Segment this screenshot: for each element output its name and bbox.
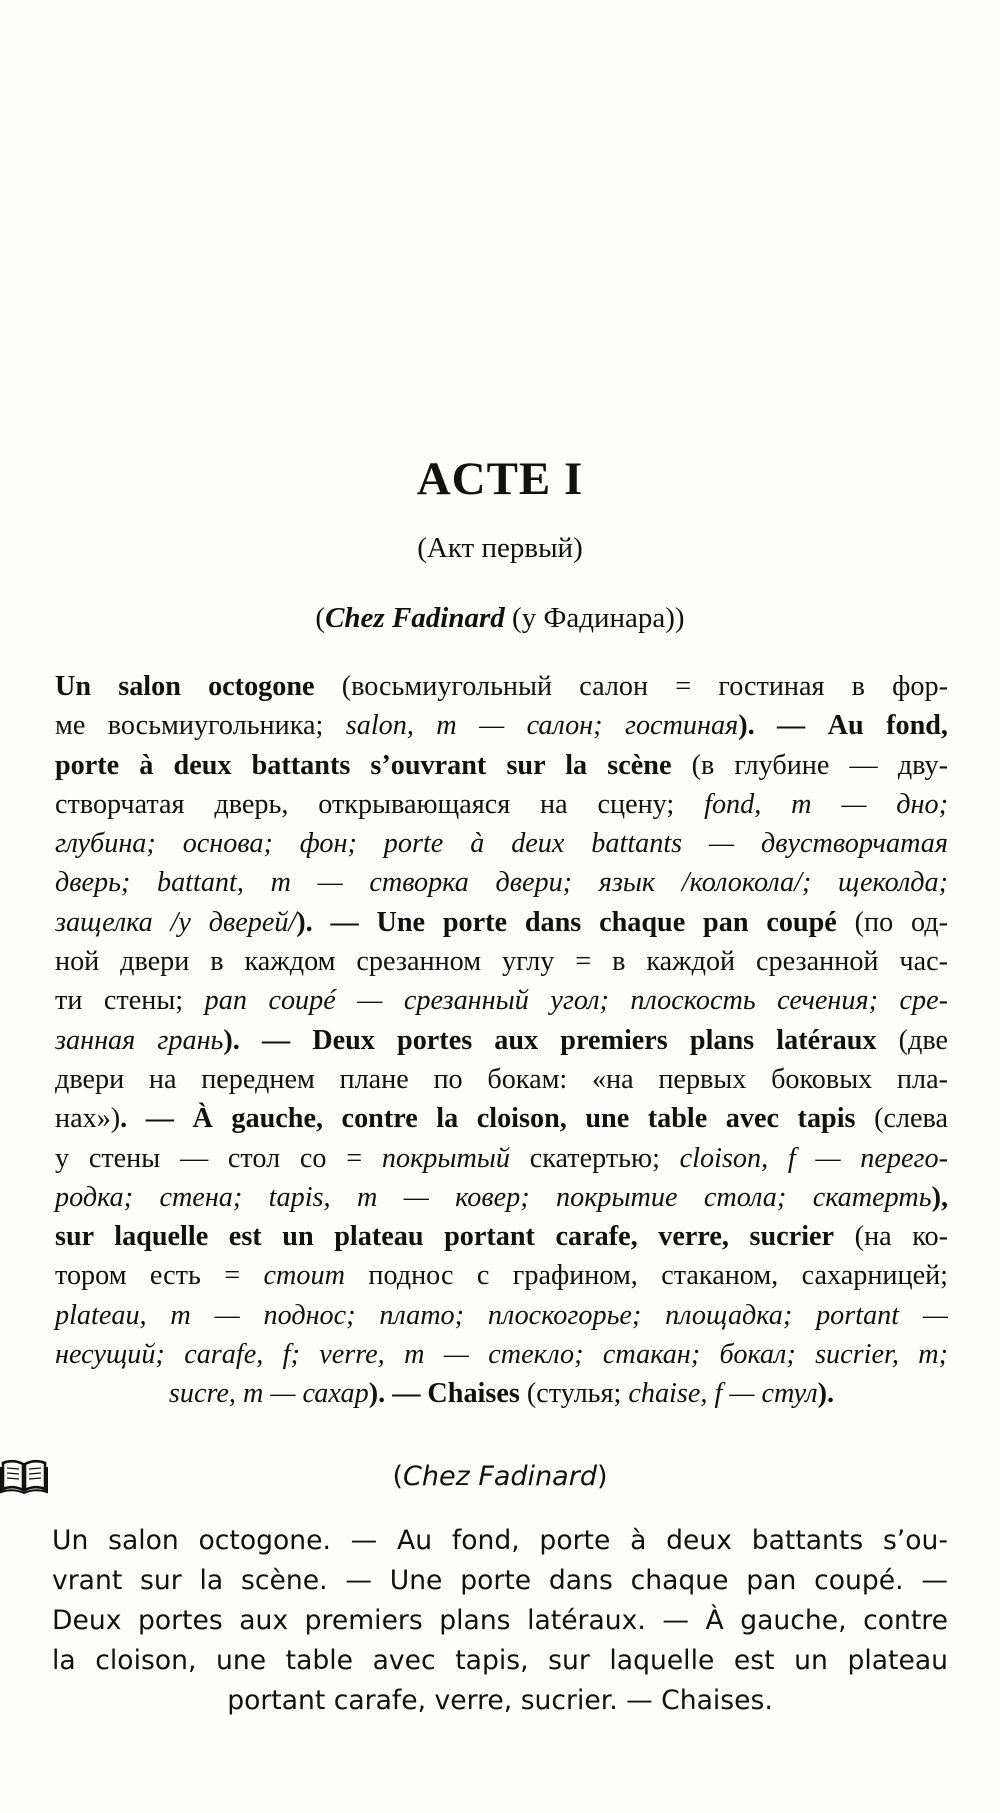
commentary-line: [55, 1099, 948, 1138]
scene-setting-french: Chez Fadinard: [325, 602, 505, 634]
act-title: ACTE I: [416, 453, 584, 505]
commentary-line: [55, 1217, 948, 1256]
translation-text: (стулья;: [519, 1378, 629, 1410]
commentary-line: [55, 1256, 948, 1295]
translation-text: у стены — стол со =: [55, 1142, 382, 1174]
scene-setting-open: (: [315, 602, 326, 634]
translation-text: створчатая дверь, открывающаяся на сцену;: [55, 788, 705, 820]
original-text-line: Deux portes aux premiers plans latéraux. — À gauche, contre: [52, 1605, 948, 1636]
vocabulary-gloss: fond, m — дно;: [704, 788, 948, 820]
translation-text: скатертью;: [510, 1142, 680, 1174]
commentary-line: [55, 1296, 948, 1335]
original-stage-direction: [52, 1521, 948, 1721]
original-setting-text: Chez Fadinard: [403, 1461, 597, 1492]
french-phrase: ). — Au fond,: [738, 710, 948, 742]
translation-text: ти стены;: [55, 985, 205, 1017]
vocabulary-gloss: покрытый: [381, 1142, 510, 1174]
original-text-line: portant carafe, verre, sucrier. — Chaises.: [227, 1685, 773, 1716]
french-phrase: ),: [931, 1181, 948, 1213]
commentary-line: [55, 1021, 948, 1060]
vocabulary-gloss: дверь; battant, m — створка двери; язык /колокола/; щеколда;: [55, 867, 948, 899]
scene-setting: [0, 602, 1000, 635]
translation-text: (две: [876, 1024, 948, 1056]
vocabulary-gloss: sucre, m — сахар: [168, 1378, 369, 1410]
vocabulary-gloss: chaise, f — стул: [628, 1378, 818, 1410]
french-phrase: Un salon octogone: [55, 671, 315, 702]
french-phrase: sur laquelle est un plateau portant carafe, verre, sucrier: [55, 1221, 835, 1253]
commentary-line: [55, 1335, 948, 1374]
original-setting-close: ): [596, 1461, 608, 1492]
translation-text: ме восьмиугольника;: [55, 710, 346, 742]
commentary-line: [55, 903, 948, 942]
commentary-line: [55, 746, 948, 785]
commentary-line: [55, 942, 948, 981]
french-phrase: ). — Une porte dans chaque pan coupé: [296, 906, 837, 938]
vocabulary-gloss: несущий; carafe, f; verre, m — стекло; стакан; бокал; sucrier, m;: [55, 1339, 948, 1371]
original-text-line: Un salon octogone. — Au fond, porte à deux battants s’ou-: [52, 1525, 948, 1556]
french-phrase: porte à deux battants s’ouvrant sur la scène: [55, 749, 672, 781]
french-phrase: ).: [817, 1378, 835, 1410]
vocabulary-gloss: глубина; основа; фон; porte à deux battants — двустворчатая: [55, 828, 948, 860]
original-scene-setting: [0, 1461, 1000, 1492]
commentary-line: [55, 981, 948, 1020]
original-text-line: vrant sur la scène. — Une porte dans chaque pan coupé. —: [52, 1565, 948, 1596]
commentary-line: [55, 667, 948, 706]
vocabulary-gloss: родка; стена; tapis, m — ковер; покрытие стола; скатерть: [55, 1181, 932, 1213]
original-setting-open: (: [392, 1461, 404, 1492]
vocabulary-gloss: занная грань: [55, 1024, 224, 1056]
translation-text: нах»): [55, 1103, 121, 1135]
commentary-line: [55, 824, 948, 863]
commentary-line: [55, 706, 948, 745]
translation-text: двери на переднем плане по бокам: «на первых боковых пла-: [55, 1063, 948, 1095]
vocabulary-gloss: plateau, m — поднос; плато; плоскогорье; площадка; portant —: [55, 1299, 948, 1331]
translation-text: тором есть =: [55, 1260, 264, 1292]
annotated-stage-direction: [55, 667, 948, 1414]
french-phrase: ). — Deux portes aux premiers plans latéraux: [223, 1024, 877, 1056]
original-text-line: la cloison, une table avec tapis, sur laquelle est un plateau: [52, 1645, 948, 1676]
vocabulary-gloss: защелка /у дверей/: [55, 906, 297, 938]
translation-text: ной двери в каждом срезанном углу = в каждой срезанной час-: [55, 946, 948, 978]
commentary-line: [55, 785, 948, 824]
commentary-line: [55, 1374, 948, 1413]
commentary-line: [55, 1178, 948, 1217]
translation-text: (по од-: [836, 906, 948, 938]
translation-text: поднос с графином, стаканом, сахарницей;: [344, 1260, 949, 1292]
translation-text: (слева: [855, 1103, 949, 1135]
french-phrase: . — À gauche, contre la cloison, une table avec tapis: [120, 1103, 856, 1135]
translation-text: (в глубине — дву-: [671, 749, 948, 781]
vocabulary-gloss: cloison, f — перего-: [679, 1142, 948, 1174]
vocabulary-gloss: pan coupé — срезанный угол; плоскость сечения; сре-: [204, 985, 948, 1017]
vocabulary-gloss: стоит: [263, 1260, 345, 1292]
translation-text: (восьмиугольный салон = гостиная в фор-: [314, 671, 948, 702]
commentary-line: [55, 863, 948, 902]
translation-text: (на ко-: [834, 1221, 949, 1253]
vocabulary-gloss: salon, m — салон; гостиная: [345, 710, 739, 742]
commentary-line: [55, 1139, 948, 1178]
french-phrase: ). — Chaises: [368, 1378, 520, 1410]
commentary-line: [55, 1060, 948, 1099]
act-subtitle: (Акт первый): [417, 532, 583, 564]
scene-setting-russian: (у Фадинара)): [504, 602, 685, 634]
